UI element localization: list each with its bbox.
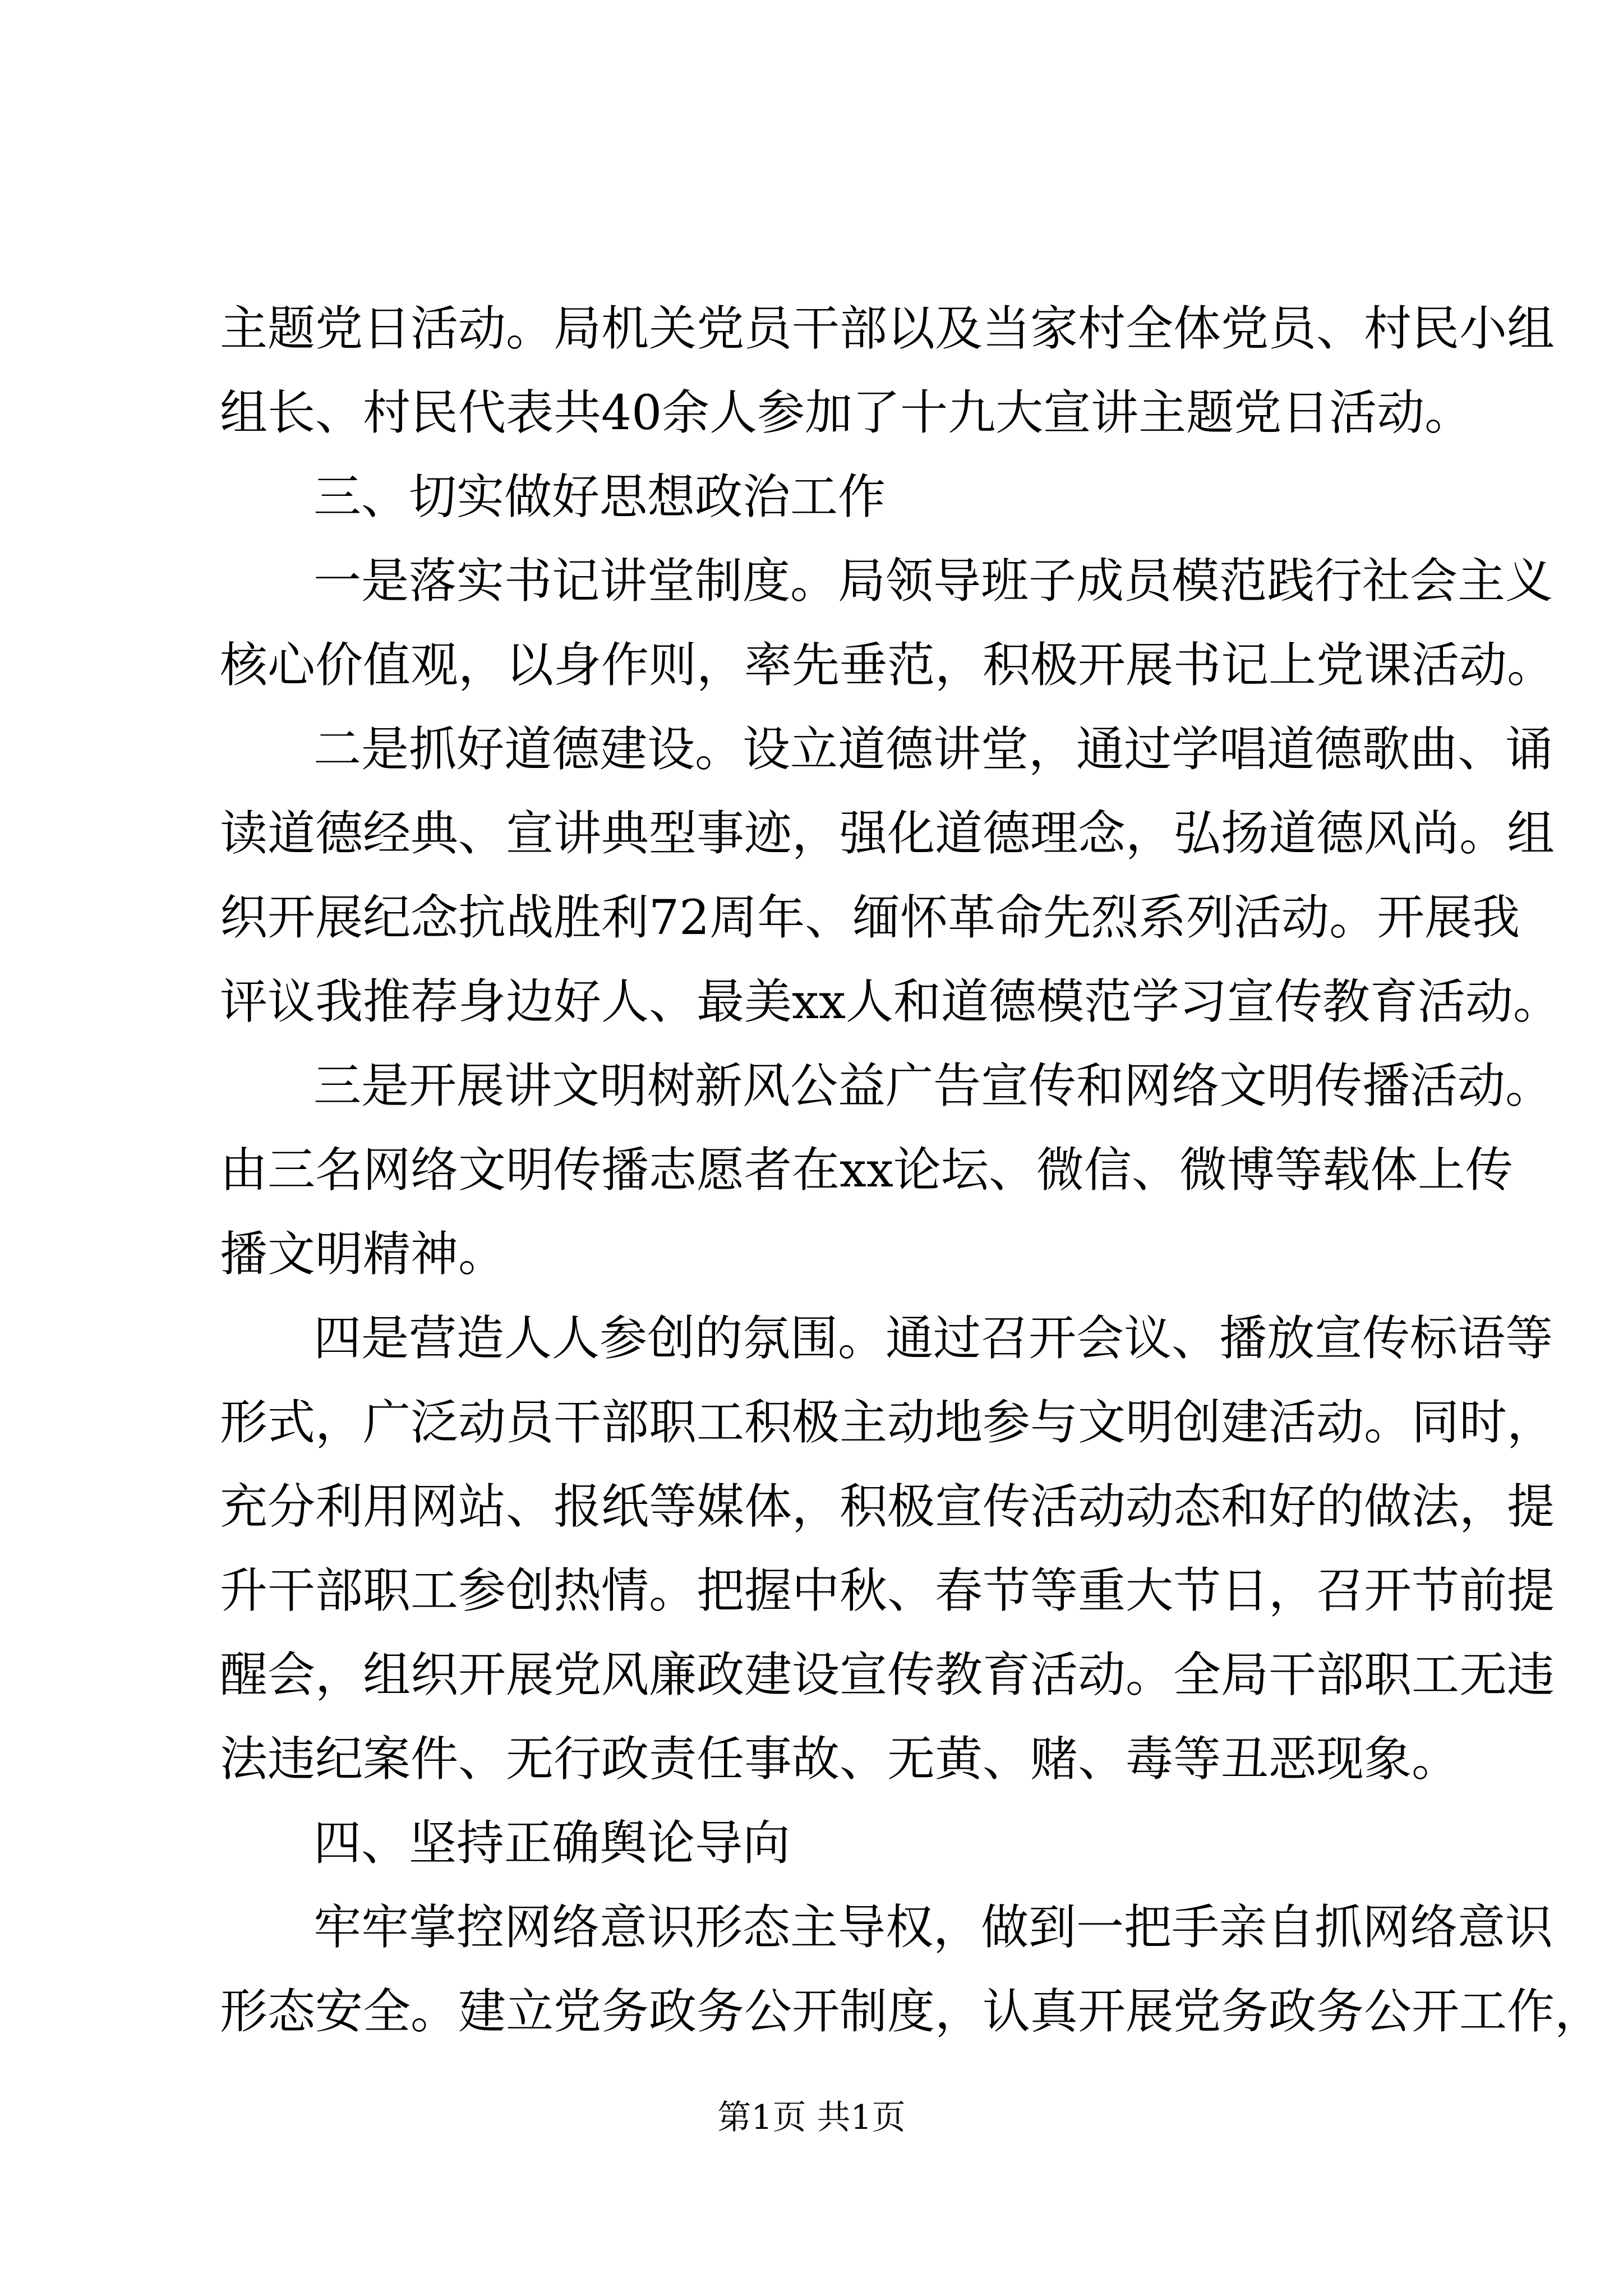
body-text-line: 升干部职工参创热情。把握中秋、春节等重大节日，召开节前提 — [220, 1563, 1555, 1619]
body-text-line: 牢牢掌控网络意识形态主导权，做到一把手亲自抓网络意识 — [313, 1900, 1553, 1955]
body-text-line: 组长、村民代表共40余人参加了十九大宣讲主题党日活动。 — [220, 385, 1473, 441]
body-text-line: 四是营造人人参创的氛围。通过召开会议、播放宣传标语等 — [313, 1311, 1553, 1366]
body-text-line: 三是开展讲文明树新风公益广告宣传和网络文明传播活动。 — [313, 1059, 1553, 1114]
body-text-line: 评议我推荐身边好人、最美xx人和道德模范学习宣传教育活动。 — [220, 974, 1561, 1030]
body-text-line: 核心价值观，以身作则，率先垂范，积极开展书记上党课活动。 — [220, 638, 1555, 693]
body-text-line: 播文明精神。 — [220, 1227, 506, 1282]
body-text-line: 充分利用网站、报纸等媒体，积极宣传活动动态和好的做法，提 — [220, 1479, 1555, 1535]
section-heading: 四、坚持正确舆论导向 — [313, 1816, 791, 1871]
body-text-line: 织开展纪念抗战胜利72周年、缅怀革命先烈系列活动。开展我 — [220, 890, 1520, 946]
body-text-line: 形式，广泛动员干部职工积极主动地参与文明创建活动。同时， — [220, 1395, 1555, 1451]
body-text-line: 由三名网络文明传播志愿者在xx论坛、微信、微博等载体上传 — [220, 1143, 1513, 1198]
section-heading: 三、切实做好思想政治工作 — [313, 470, 886, 525]
body-text-line: 形态安全。建立党务政务公开制度，认真开展党务政务公开工作， — [220, 1984, 1603, 2040]
body-text-line: 法违纪案件、无行政责任事故、无黄、赌、毒等丑恶现象。 — [220, 1732, 1460, 1787]
body-text-line: 二是抓好道德建设。设立道德讲堂，通过学唱道德歌曲、诵 — [313, 722, 1553, 777]
body-text-line: 主题党日活动。局机关党员干部以及当家村全体党员、村民小组 — [220, 301, 1555, 357]
body-text-line: 醒会，组织开展党风廉政建设宣传教育活动。全局干部职工无违 — [220, 1648, 1555, 1703]
page-footer: 第1页 共1页 — [717, 2098, 906, 2137]
body-text-line: 读道德经典、宣讲典型事迹，强化道德理念，弘扬道德风尚。组 — [220, 806, 1555, 862]
body-text-line: 一是落实书记讲堂制度。局领导班子成员模范践行社会主义 — [313, 554, 1553, 609]
